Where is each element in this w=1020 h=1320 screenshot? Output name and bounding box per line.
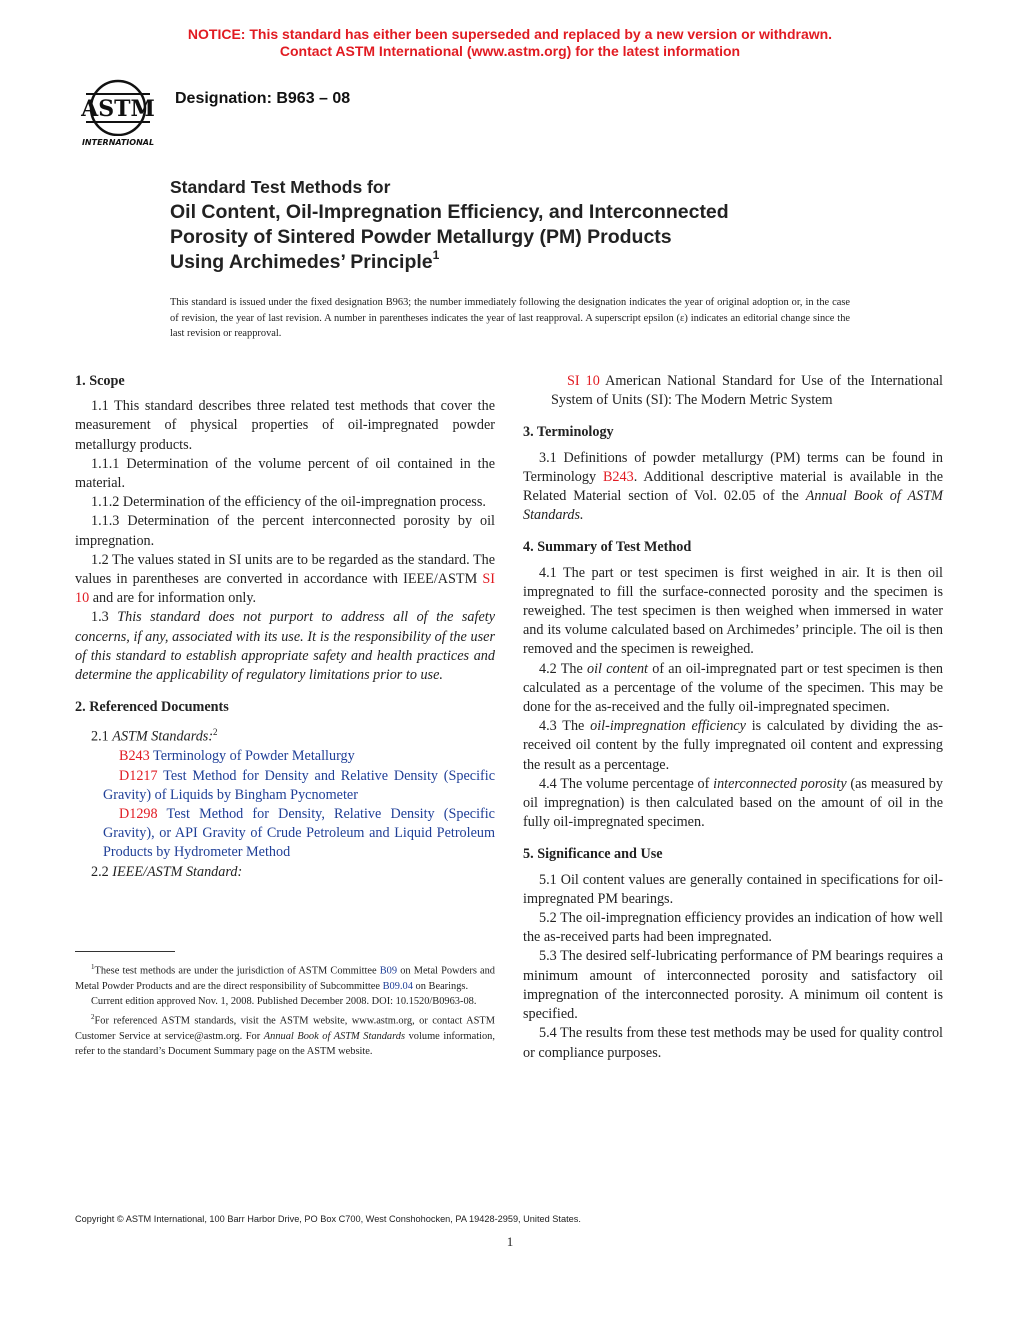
para-4-3: 4.3 The oil-impregnation efficiency is calculated by dividing the as-received oil content by the fully impregnated oil content and expressing the result as a percentage. [523, 718, 943, 773]
para-3-1: 3.1 Definitions of powder metallurgy (PM) terms can be found in Terminology B243. Additional descriptive material is available in the Related Material section of Vol. 02.05 of the Annual Book of ASTM Standards. [523, 449, 944, 524]
para-1-1-3: 1.1.3 Determination of the percent interconnected porosity by oil impregnation. [75, 513, 495, 549]
logo-text: ASTM [81, 96, 155, 122]
title-footnote-mark: 1 [432, 247, 440, 262]
title-line-1: Standard Test Methods for [170, 177, 391, 197]
ref-title-d1217[interactable]: Test Method for Density and Relative Density (Specific Gravity) of Liquids by Bingham Pycnometer [103, 767, 495, 803]
para-2-1: 2.1 ASTM Standards:$^2$ [91, 727, 218, 746]
section-heading-referenced: 2. Referenced Documents [75, 699, 229, 716]
designation: Designation: B963 – 08 [175, 90, 351, 107]
para-4-1: 4.1 The part or test specimen is first weighed in air. It is then oil impregnated to fill the surface-connected porosity and the specimen is reweighed. The test specimen is then weighed when immersed in water and its volume calculated based on Archimedes’ principle. The oil is then removed and the specimen is reweighed. [523, 564, 943, 658]
si10-link[interactable]: SI 10 [75, 571, 495, 607]
logo-subtext: INTERNATIONAL [81, 138, 155, 147]
para-4-4: 4.4 The volume percentage of interconnected porosity (as measured by oil impregnation) is then calculated based on the amount of oil in the fully oil-impregnated specimen. [523, 775, 943, 831]
para-2-2: 2.2 IEEE/ASTM Standard: [91, 863, 243, 880]
para-5-1: 5.1 Oil content values are generally contained in specifications for oil-impregnated PM bearings. [523, 871, 943, 907]
ref-code-si10[interactable]: SI 10 [567, 373, 600, 389]
astm-international-logo [76, 78, 160, 150]
footnote-2: $^2$For referenced ASTM standards, visit the ASTM website, www.astm.org, or contact ASTM Customer Service at service@astm.org. For Annual Book of ASTM Standards volume information, refer to the standard’s Document Summary page on the ASTM website. [75, 1012, 495, 1058]
title-line-3: Porosity of Sintered Powder Metallurgy (PM) Products [170, 226, 672, 248]
footnote-1-edition: Current edition approved Nov. 1, 2008. Published December 2008. DOI: 10.1520/B0963-08. [91, 996, 477, 1008]
ref-title-si10: American National Standard for Use of the International System of Units (SI): The Modern Metric System [551, 373, 943, 409]
footnote-1: $^1$These test methods are under the jurisdiction of ASTM Committee B09 on Metal Powders and Metal Powder Products and are the direct responsibility of Subcommittee B09.04 on Bearings. [75, 963, 495, 992]
terminology-b243-link[interactable]: B243 [602, 468, 634, 485]
withdrawal-notice [0, 26, 1020, 60]
section-heading-terminology: 3. Terminology [523, 424, 614, 441]
notice-line-2: Contact ASTM International (www.astm.org) for the latest information [279, 43, 741, 59]
title-line-2: Oil Content, Oil-Impregnation Efficiency, and Interconnected [170, 201, 729, 223]
ref-code-d1298[interactable]: D1298 [119, 806, 158, 822]
ref-b243 [75, 747, 495, 766]
notice-line-1: NOTICE: This standard has either been superseded and replaced by a new version or withdrawn. [187, 26, 833, 42]
issued-note: This standard is issued under the fixed designation B963; the number immediately following the designation indicates the year of original adoption or, in the case of revision, the year of last revision. A number in parentheses indicates the year of last reapproval. A superscript epsilon (ε) indicates an editorial change since the last revision or reapproval. [170, 297, 850, 339]
para-4-2: 4.2 The oil content of an oil-impregnated part or test specimen is then calculated as a percentage of the volume of the specimen. This may be done for the as-received and the fully oil-impregnated specimen. [523, 660, 943, 716]
ref-d1217 [75, 767, 495, 805]
footnotes [75, 960, 495, 1060]
footnote-link-b0904[interactable]: B09.04 [382, 980, 413, 992]
footnote-rule [75, 951, 175, 952]
section-heading-summary: 4. Summary of Test Method [523, 539, 692, 556]
ref-title-d1298[interactable]: Test Method for Density, Relative Density (Specific Gravity), or API Gravity of Crude Petroleum and Liquid Petroleum Products by Hydrometer Method [103, 806, 495, 861]
para-1-1: 1.1 This standard describes three related test methods that cover the measurement of physical properties of oil-impregnated powder metallurgy products. [75, 398, 495, 453]
para-5-4: 5.4 The results from these test methods may be used for quality control or compliance purposes. [523, 1025, 943, 1061]
footnote-link-b09[interactable]: B09 [379, 965, 398, 977]
para-1-3: 1.3 This standard does not purport to address all of the safety concerns, if any, associated with its use. It is the responsibility of the user of this standard to establish appropriate safety and health practices and determine the applicability of regulatory limitations prior to use. [75, 609, 495, 684]
ref-code-b243[interactable]: B243 [119, 748, 150, 765]
ref-si10 [523, 372, 943, 410]
para-1-1-2: 1.1.2 Determination of the efficiency of the oil-impregnation process. [91, 494, 486, 511]
para-5-3: 5.3 The desired self-lubricating performance of PM bearings requires a minimum amount of interconnected porosity and satisfactory oil impregnation of the interconnected porosity. A minimum oil content is specified. [523, 948, 943, 1023]
section-heading-significance: 5. Significance and Use [523, 846, 663, 863]
right-column [523, 372, 943, 1063]
page-number: 1 [506, 1234, 514, 1249]
left-column [75, 372, 495, 882]
para-5-2: 5.2 The oil-impregnation efficiency provides an indication of how well the as-received parts had been impregnated. [523, 910, 943, 946]
para-1-2: 1.2 The values stated in SI units are to be regarded as the standard. The values in parentheses are converted in accordance with IEEE/ASTM SI 10 and are for information only. [75, 551, 495, 607]
section-heading-scope: 1. Scope [75, 373, 125, 389]
title-line-4: Using Archimedes’ Principle [170, 251, 433, 273]
copyright-notice: Copyright © ASTM International, 100 Barr Harbor Drive, PO Box C700, West Conshohocken, PA 19428-2959, United States. [75, 1214, 581, 1224]
para-1-1-1: 1.1.1 Determination of the volume percent of oil contained in the material. [75, 455, 495, 492]
ref-code-d1217[interactable]: D1217 [119, 767, 158, 784]
ref-title-b243[interactable]: Terminology of Powder Metallurgy [153, 748, 355, 765]
ref-d1298 [75, 805, 495, 863]
document-title [170, 175, 930, 275]
